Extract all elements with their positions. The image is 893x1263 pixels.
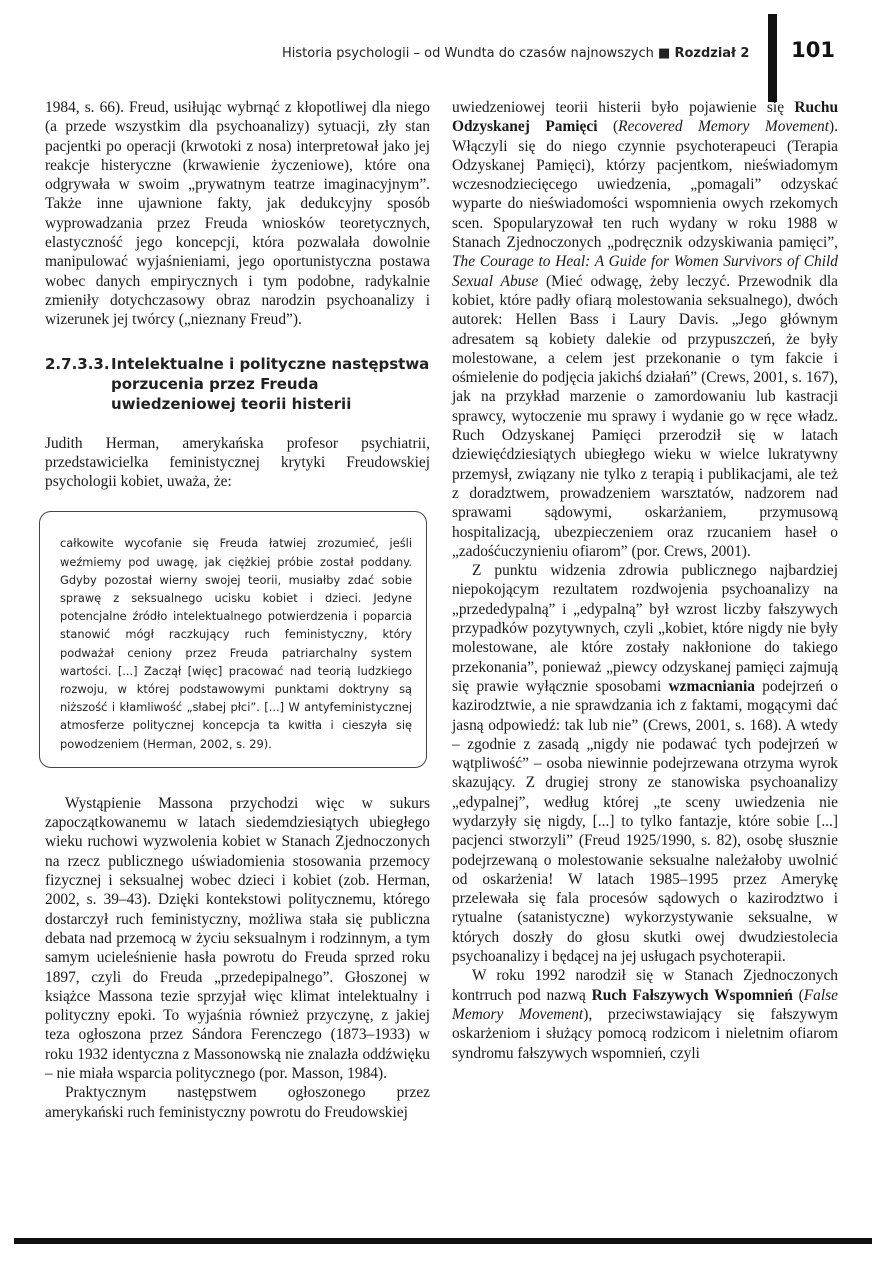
left-paragraph-4: Praktycznym następstwem ogłoszonego przez amerykański ruch feministyczny powrotu do Freudowskiej [45,1084,430,1121]
text-run: uwiedzeniowej teorii histerii było pojawienie się [452,99,795,116]
left-column [45,98,430,1122]
header-thumb-bar [768,14,777,102]
term-english: False Memory Movement [452,986,838,1023]
header-bullet: ■ [658,46,671,61]
chapter-label: Rozdział 2 [674,46,750,61]
text-run: ). Włączyli się do niego czynnie psychoterapeuci (Terapia Odzyskanej Pamięci), którzy pacjentkom, nieświadomym wczesnodziecięcego uwiedzenia, „pomagali” odzyskać wyparte do nieświadomości wspomnienia owych rzekomych scen. Spopularyzował ten ruch wydany w roku 1988 w Stanach Zjednoczonych „podręcznik odzyskiwania pamięci”, [452,118,838,252]
section-number: 2.7.3.3. [45,354,110,373]
right-paragraph-1 [452,98,838,561]
text-run: podejrzeń o kazirodztwie, a nie sprawdzania ich z faktami, mogącymi dać jasną odpowiedź: tak lub nie” (Crews, 2001, s. 168). A wtedy – zgodnie z zasadą „nigdy nie podawać tych podejrzeń w wątpliwość” – osoba niewinnie podejrzewana otrzyma wyrok skazujący. Z drugiej strony ze stanowiska psychoanalizy „edypalnej”, według której „te sceny uwiedzenia nie wydarzyły się nigdy, [...] to tylko fantazje, które sobie [...] pacjenci stworzyli” (Freud 1925/1990, s. 82), osobę słusznie podejrzewaną o molestowanie seksualne należałoby uwolnić od oskarżenia! W latach 1985–1995 przez Amerykę przelewała się fala procesów sądowych o kazirodztwo i rytualne (satanistyczne) wykorzystywanie seksualne, w których doszły do głosu skutki owej dwudziestolecia psychoanalizy i będącej na jej usługach psychoterapii. [452,677,838,966]
text-run: ( [597,118,619,136]
text-run: W roku 1992 narodził się w Stanach Zjednoczonych kontrruch pod nazwą [452,967,838,1004]
section-title: Intelektualne i polityczne następstwa porzucenia przez Freuda uwiedzeniowej teorii histerii [111,354,430,413]
left-paragraph-2: Judith Herman, amerykańska profesor psychiatrii, przedstawicielka feministycznej krytyki Freudowskiej psychologii kobiet, uważa, że: [45,434,430,491]
emphasis: wzmacniania [668,677,755,695]
term-recovered-memory: Ruchu Odzyskanej Pamięci [452,99,838,136]
left-paragraph-1: 1984, s. 66). Freud, usiłując wybrnąć z kłopotliwej dla niego (a przede wszystkim dla psychoanalizy) sytuacji, zły stan pacjentki po operacji (krwotoki z nosa) interpretował jako jej reakcje histeryczne (krwawienie życzeniowe), które ona odgrywała w swoim „prywatnym teatrze imaginacyjnym”. Także inne ujawnione fakty, jak dedukcyjny sposób wyprowadzania przez Freuda wniosków teoretycznych, elastyczność jego koncepcji, która pozwalała dowolnie manipulować wyjaśnieniami, jego oportunistyczna postawa wobec danych empirycznych i tym podobne, radykalnie zmieniły dotychczasowy obraz narodzin psychoanalizy i wizerunek jej twórcy („nieznany Freud”). [45,99,430,329]
text-run: ( [792,986,804,1004]
bottom-rule [14,1238,872,1244]
right-paragraph-2 [452,561,838,966]
text-run: ), przeciwstawiający się fałszywym oskarżeniom i służący pomocą rodzicom i nieletnim ofiarom syndromu fałszywych wspomnień, czyli [452,1005,838,1062]
term-false-memory: Ruch Fałszywych Wspomnień [591,986,793,1004]
section-heading [45,354,430,414]
term-english: Recovered Memory Movement [618,118,830,136]
page-number: 101 [791,38,835,62]
block-quote: całkowite wycofanie się Freuda łatwiej zrozumieć, jeśli weźmiemy pod uwagę, jak ciężkiej próbie został poddany. Gdyby pozostał wierny swojej teorii, musiałby zdać sobie sprawę z seksualnego ucisku kobiet i dzieci. Jedyne potencjalne źródło intelektualnego potwierdzenia i poparcia stanowić mógł raczkujący ruch feministyczny, który podważał ceniony przez Freuda patriarchalny system wartości. [...] Zaczął [więc] pracować nad teorią ludzkiego rozwoju, w której podstawowymi punktami doktryny są niższość i kłamliwość „słabej płci”. [...] W antyfeministycznej atmosferze politycznej koncepcja ta kwitła i cieszyła się powodzeniem (Herman, 2002, s. 29). [39,511,427,767]
right-paragraph-3 [452,966,838,1062]
running-header [282,46,750,61]
book-title: The Courage to Heal: A Guide for Women Survivors of Child Sexual Abuse [452,253,838,290]
left-paragraph-3: Wystąpienie Massona przychodzi więc w sukurs zapoczątkowanemu w latach siedemdziesiątych ubiegłego wieku ruchowi wyzwolenia kobiet w Stanach Zjednoczonych na rzecz publicznego uświadomienia stosowania przemocy fizycznej i seksualnej wobec dzieci i kobiet (zob. Herman, 2002, s. 39–43). Dzięki kontekstowi politycznemu, którego dostarczył ruch feministyczny, możliwa stała się publiczna debata nad przemocą w życiu seksualnym i rodzinnym, a tym samym ucieleśnienie hasła powrotu do Freuda sprzed roku 1897, czyli do Freuda „przedepipalnego”. Głoszonej w książce Massona tezie sprzyjał więc klimat intelektualny i polityczny epoki. To wyjaśnia również przyczynę, z jakiej teza ogłoszona przez Sándora Ferenczego (1873–1933) w roku 1932 identyczna z Massonowską nie znalazła oddźwięku – nie miała wsparcia politycznego (por. Masson, 1984). [45,794,430,1083]
text-run: (Mieć odwagę, żeby leczyć. Przewodnik dla kobiet, które padły ofiarą molestowania seksualnego), dwóch autorek: Hellen Bass i Laury Davis. „Jego głównym adresatem są kobiety dalekie od przypuszczeń, że były molestowane, a celem jest przekonanie o tym fakcie i ośmielenie do podjęcia jakichś działań” (Crews, 2001, s. 167), jak na przykład marzenie o zamordowaniu lub kastracji sprawcy, wytoczenie mu sprawy i wydanie go w ręce władz. Ruch Odzyskanej Pamięci przerodził się w latach dziewięćdziesiątych ubiegłego wieku w wielce lukratywny przemysł, związany nie tylko z terapią i publikacjami, ale też z doradztwem, prowadzeniem warsztatów, nadzorem nad sprawami sądowymi, oskarżaniem, przymusową hospitalizacją, ubezpieczeniem oraz rzucaniem haseł o „zadośćuczynieniu ofiarom” (por. Crews, 2001). [452,272,838,560]
right-column [452,98,838,1063]
running-title: Historia psychologii – od Wundta do czasów najnowszych [282,46,654,61]
text-run: Z punktu widzenia zdrowia publicznego najbardziej niepokojącym rezultatem rozdwojenia psychoanalizy na „przededypalną” i „edypalną” był wzrost liczby fałszywych przypadków pozytywnych, czyli „kobiet, które nigdy nie były molestowane, ale które zostały nakłonione do takiego przekonania”, ponieważ „piewcy odzyskanej pamięci zajmują się prawie wyłącznie sposobami [452,562,838,695]
